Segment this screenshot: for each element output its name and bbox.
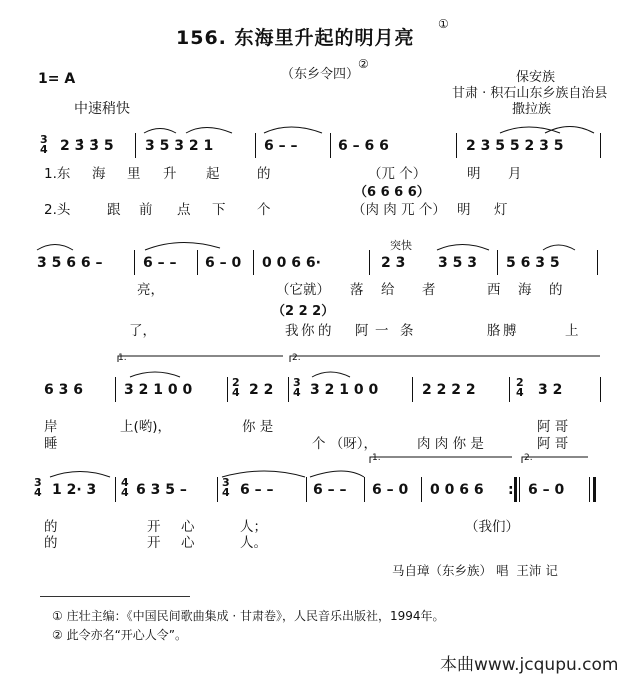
lyric: 心 <box>181 519 195 535</box>
lyric: （它就） <box>276 282 330 298</box>
lyric: （兀 个） <box>368 166 427 182</box>
watermark: 本曲www.jcqupu.com <box>440 655 619 675</box>
volta-bracket <box>522 457 588 463</box>
notes-measure: 3 2 <box>538 382 563 398</box>
lyric: 亮， <box>137 282 164 298</box>
tempo-marking: 中速稍快 <box>74 101 130 117</box>
notes-measure: 2 2 <box>249 382 274 398</box>
notes-measure: 3 2 1 0 0 <box>310 382 379 398</box>
lyric: 1.东 <box>44 166 71 182</box>
notes-measure: 6 – 0 <box>528 482 565 498</box>
lyric: 胳 <box>487 323 501 339</box>
lyric: 开 <box>147 535 161 551</box>
time-signature: 4 4 <box>121 476 129 499</box>
lyric: 明 <box>457 202 471 218</box>
notes-measure: 3 5 3 2 1 <box>145 138 214 154</box>
performer-credit: 马自璋（东乡族） 唱 王沛 记 <box>392 563 558 578</box>
volta-2: 2. <box>292 353 301 363</box>
lyric: 人； <box>240 519 267 535</box>
notes-measure: 2 2 2 2 <box>422 382 476 398</box>
slur <box>545 127 594 134</box>
notes-measure: 6 – – <box>313 482 347 498</box>
lyric: 的 <box>44 535 58 551</box>
notes-measure: 3 5 3 <box>438 255 477 271</box>
lyric: 升 <box>163 166 177 182</box>
lyric: 海 <box>518 282 532 298</box>
lyric: 一 <box>375 323 389 339</box>
subtitle: （东乡令四） <box>281 67 360 82</box>
bracketed-notes: （6 6 6 6） <box>354 185 430 200</box>
lyric: 个 <box>257 202 271 218</box>
slur <box>543 245 575 250</box>
notes-measure: 6 – 0 <box>205 255 242 271</box>
lyric: 阿 哥 <box>537 436 569 452</box>
notes-measure: 6 3 6 <box>44 382 83 398</box>
notes-measure: 6 – – <box>240 482 274 498</box>
lyric: 了， <box>129 323 156 339</box>
time-signature: 3 4 <box>222 476 230 499</box>
slur <box>310 471 364 477</box>
lyric: 给 <box>381 282 395 298</box>
volta-1: 1. <box>372 453 381 463</box>
lyric: 灯 <box>494 202 508 218</box>
lyric: 肉 肉 你 是 <box>417 436 484 452</box>
notes-measure: 6 – 0 <box>372 482 409 498</box>
lyric: 前 <box>139 202 153 218</box>
lyric: 岸 <box>44 419 58 435</box>
lyric: 膊 <box>503 323 517 339</box>
lyric: 睡 <box>44 436 58 452</box>
time-signature: 3 4 <box>293 376 301 399</box>
lyric: 跟 <box>107 202 121 218</box>
notes-measure: 6 3 5 – <box>136 482 187 498</box>
tempo-change-marking: 突快 <box>390 239 412 252</box>
lyric: 我 <box>285 323 299 339</box>
footnote-1: ① 庄壮主编：《中国民间歌曲集成 · 甘肃卷》，人民音乐出版社，1994年。 <box>52 609 445 623</box>
lyric: 2.头 <box>44 202 71 218</box>
subtitle-footnote-marker: ② <box>358 57 369 71</box>
lyric: 阿 哥 <box>537 419 569 435</box>
ethnic-label-1: 保安族 <box>516 70 556 85</box>
lyric: 点 <box>177 202 191 218</box>
lyric: 人。 <box>240 535 267 551</box>
bracketed-notes: （2 2 2） <box>272 304 335 319</box>
footnote-2: ② 此令亦名“开心人令”。 <box>52 628 188 642</box>
lyric: 落 <box>350 282 364 298</box>
notes-measure: 3 2 1 0 0 <box>124 382 193 398</box>
notes-measure: 6 – 6 6 <box>338 138 389 154</box>
lyric: 海 <box>92 166 106 182</box>
lyric: 开 <box>147 519 161 535</box>
volta-1: 1. <box>118 353 127 363</box>
lyric: 个 （呀）， <box>312 436 378 452</box>
time-signature: 3 4 <box>40 133 48 156</box>
slur <box>130 372 180 377</box>
notes-measure: 5 6 3 5 <box>506 255 560 271</box>
lyric: 的 <box>257 166 271 182</box>
lyric: （我们） <box>465 519 519 535</box>
lyric: 你 <box>301 323 315 339</box>
title-footnote-marker: ① <box>438 17 449 31</box>
notes-measure: 2 3 <box>381 255 406 271</box>
notes-measure: 1 2· 3 <box>52 482 97 498</box>
lyric: 你 是 <box>242 419 274 435</box>
region-label: 甘肃 · 积石山东乡族自治县 <box>452 86 608 101</box>
lyric: 条 <box>400 323 414 339</box>
notes-measure: 2 3 5 5 2 3 5 <box>466 138 564 154</box>
lyric: 起 <box>206 166 220 182</box>
notes-measure: 6 – – <box>264 138 298 154</box>
lyric: 西 <box>487 282 501 298</box>
notes-measure: 3 5 6 6 – <box>37 255 103 271</box>
slur <box>37 245 73 251</box>
slur <box>264 127 322 133</box>
page-title: 156. 东海里升起的明月亮 <box>176 27 415 49</box>
slur <box>437 245 489 251</box>
slur <box>145 242 220 250</box>
lyric: 里 <box>127 166 141 182</box>
ethnic-label-2: 撒拉族 <box>512 102 552 117</box>
lyric: 上(哟)， <box>120 419 172 435</box>
lyric: （肉 肉 兀 个） <box>352 202 446 218</box>
time-signature: 3 4 <box>34 476 42 499</box>
slur <box>312 372 350 377</box>
volta-bracket <box>118 356 283 362</box>
volta-bracket <box>370 457 512 463</box>
time-signature: 2 4 <box>232 376 240 399</box>
lyric: 的 <box>44 519 58 535</box>
time-signature: 2 4 <box>516 376 524 399</box>
notes-measure: 0 0 6 6 <box>430 482 484 498</box>
notes-measure: 2 3̇ 3̇ 5 <box>60 138 114 154</box>
repeat-dots: : <box>508 482 514 498</box>
lyric: 明 <box>467 166 481 182</box>
lyric: 者 <box>422 282 436 298</box>
lyric: 的 <box>549 282 563 298</box>
key-signature: 1= A <box>38 71 76 87</box>
slur <box>222 471 305 477</box>
lyric: 上 <box>565 323 579 339</box>
slur <box>186 128 232 134</box>
lyric: 下 <box>212 202 226 218</box>
volta-2: 2. <box>524 453 533 463</box>
lyric: 月 <box>508 166 522 182</box>
notes-measure: 0 0 6 6· <box>262 255 321 271</box>
lyric: 心 <box>181 535 195 551</box>
slur <box>144 129 176 134</box>
notes-measure: 6 – – <box>143 255 177 271</box>
slur <box>50 472 110 478</box>
lyric: 的 <box>318 323 332 339</box>
lyric: 阿 <box>355 323 369 339</box>
volta-bracket <box>290 356 600 362</box>
